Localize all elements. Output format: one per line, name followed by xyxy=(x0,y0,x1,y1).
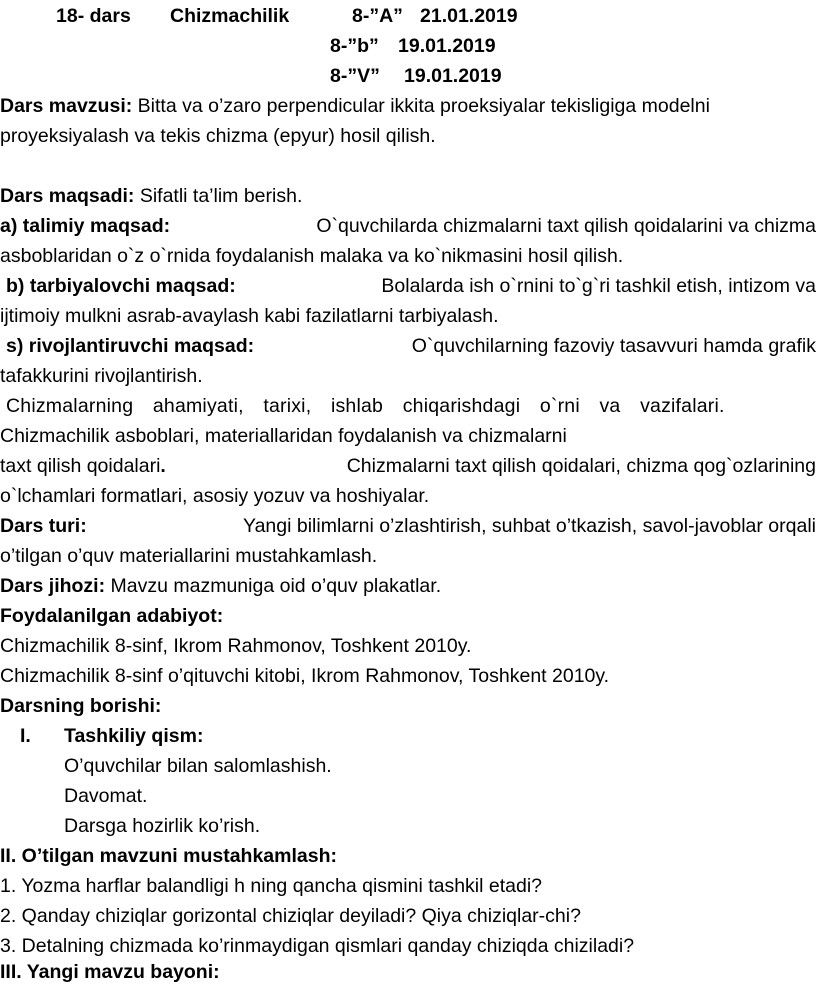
intro-line-1 xyxy=(0,394,816,418)
lesson-plan-page: 18- dars Chizmachilik 8-”A” 21.01.2019 8-”b” 19.01.2019 8-”V” 19.01.2019 Dars mavzusi: Bitta va o’zaro perpendicular ikkita proeksiyalar tekisligiga modelni proyeksiyalash va tekis chizma (epyur) hosil qilish. Dars maqsadi: Sifatli ta’lim berish. a) talimiy maqsad: O`quvchilarda chizmalarni taxt qilish qoidalarini va chizma asboblaridan o`z o`rnida foydalanish malaka va ko`nikmasini hosil qilish. b) tarbiyalovchi maqsad: Bolalarda ish o`rnini to`g`ri tashkil etish, intizom va ijtimoiy mulkni asrab-avaylash kabi fazilatlarni tarbiyalash. s) rivojlantiruvchi maqsad: O`quvchilarning fazoviy tasavvuri hamda grafik tafakkurini rivojlantirish. Chizmalarning ahamiyati, tarixi, ishlab chiqarishdagi o`rni va vazifalari. Chizmachilik asboblari, materiallaridan foydalanish va chizmalarni taxt qilish qoidalari. Chizmalarni taxt qilish qoidalari, chizma qog`ozlarining o`lchamlari formatlari, asosiy yozuv va hoshiyalar. Dars turi: Yangi bilimlarni o’zlashtirish, suhbat o’tkazish, savol-javoblar orqali o’tilgan o’quv materiallarini mustahkamlash. Dars jihozi: Mavzu mazmuniga oid o’quv plakatlar. Foydalanilgan adabiyot: Chizmachilik 8-sinf, Ikrom Rahmonov, Toshkent 2010y. Chizmachilik 8-sinf o’qituvchi kitobi, Ikrom Rahmonov, Toshkent 2010y. Darsning borishi: I. Tashkiliy qism: O’quvchilar bilan salomlashish. Davomat. Darsga hozirlik ko’rish. II. O’tilgan mavzuni mustahkamlash: 1. Yozma harflar balandligi h ning qancha qismini tashkil etadi? 2. Qanday chiziqlar gorizontal chiziqlar deyiladi? Qiya chiziqlar-chi? 3. Detalning chizmada ko’rinmaydigan qismlari qanday chiziqda chiziladi? III. Yangi mavzu bayoni: xyxy=(0,5,816,983)
class-b: 8-”b” xyxy=(330,35,379,57)
topic-label: Dars mavzusi: xyxy=(0,95,133,117)
intro-line-2 xyxy=(0,424,816,448)
intro-text-2: Chizmachilik asboblari, materiallaridan foydalanish va chizmalarni xyxy=(0,425,567,447)
goal-s-line-1 xyxy=(0,334,816,358)
goal-s-text-2: tafakkurini rivojlantirish. xyxy=(0,365,203,387)
section-3-heading xyxy=(0,960,816,984)
goal-s-text-1: O`quvchilarning fazoviy tasavvuri hamda grafik xyxy=(411,335,816,357)
date-b: 19.01.2019 xyxy=(398,35,496,57)
lesson-number: 18- dars xyxy=(56,5,131,27)
equipment-line xyxy=(0,574,816,598)
intro-line-4 xyxy=(0,484,816,508)
topic-line-1 xyxy=(0,94,816,118)
section-1-label: Tashkiliy qism: xyxy=(64,725,204,747)
section-1-number: I. xyxy=(20,725,31,747)
date-a: 21.01.2019 xyxy=(420,5,518,27)
goal-a-text-2: asboblaridan o`z o`rnida foydalanish malaka va ko`nikmasini hosil qilish. xyxy=(0,245,624,267)
goal-s-line-2 xyxy=(0,364,816,388)
goal-line xyxy=(0,184,816,208)
goal-b-line-2 xyxy=(0,304,816,328)
type-text-1: Yangi bilimlarni o’zlashtirish, suhbat o’tkazish, savol-javoblar orqali xyxy=(243,515,816,537)
equipment-label: Dars jihozi: xyxy=(0,575,106,597)
class-v: 8-”V” xyxy=(330,65,380,87)
topic-text-2: proyeksiyalash va tekis chizma (epyur) hosil qilish. xyxy=(0,125,436,147)
goal-b-text-1: Bolalarda ish o`rnini to`g`ri tashkil etish, intizom va xyxy=(381,275,816,297)
equipment-text: Mavzu mazmuniga oid o’quv plakatlar. xyxy=(110,575,442,597)
goal-a-text-1: O`quvchilarda chizmalarni taxt qilish qoidalarini va chizma xyxy=(316,215,816,237)
literature-label: Foydalanilgan adabiyot: xyxy=(0,605,224,627)
goal-label: Dars maqsadi: xyxy=(0,185,135,207)
goal-b-text-2: ijtimoiy mulkni asrab-avaylash kabi fazilatlarni tarbiyalash. xyxy=(0,305,499,327)
intro-text-4: o`lchamlari formatlari, asosiy yozuv va hoshiyalar. xyxy=(0,485,430,507)
intro-text-3b: Chizmalarni taxt qilish qoidalari, chizma qog`ozlarining xyxy=(346,455,816,477)
process-heading xyxy=(0,694,816,718)
type-text-2: o’tilgan o’quv materiallarini mustahkamlash. xyxy=(0,545,378,567)
section-2-label: II. O’tilgan mavzuni mustahkamlash: xyxy=(0,845,337,867)
question-item: 1. Yozma harflar balandligi h ning qancha qismini tashkil etadi? xyxy=(0,875,543,897)
literature-item-2: Chizmachilik 8-sinf o’qituvchi kitobi, Ikrom Rahmonov, Toshkent 2010y. xyxy=(0,665,610,687)
section-3-label: III. Yangi mavzu bayoni: xyxy=(0,961,220,983)
literature-heading xyxy=(0,604,816,628)
goal-b-line-1 xyxy=(0,274,816,298)
process-label: Darsning borishi: xyxy=(0,695,162,717)
topic-text-1: Bitta va o’zaro perpendicular ikkita proeksiyalar tekisligiga modelni xyxy=(137,95,710,117)
type-line-2 xyxy=(0,544,816,568)
subject-name: Chizmachilik xyxy=(170,5,290,27)
type-label: Dars turi: xyxy=(0,515,87,537)
goal-a-label: a) talimiy maqsad: xyxy=(0,215,171,237)
intro-text-3a: taxt qilish qoidalari xyxy=(0,455,161,477)
question-item: 2. Qanday chiziqlar gorizontal chiziqlar deyiladi? Qiya chiziqlar-chi? xyxy=(0,905,581,927)
goal-text: Sifatli ta’lim berish. xyxy=(139,185,303,207)
literature-item-1: Chizmachilik 8-sinf, Ikrom Rahmonov, Toshkent 2010y. xyxy=(0,635,472,657)
topic-line-2 xyxy=(0,124,816,148)
section-2-heading xyxy=(0,844,816,868)
goal-s-label: s) rivojlantiruvchi maqsad: xyxy=(6,335,255,357)
intro-text-1: Chizmalarning ahamiyati, tarixi, ishlab chiqarishdagi o`rni va vazifalari. xyxy=(6,395,725,417)
goal-b-label: b) tarbiyalovchi maqsad: xyxy=(6,275,236,297)
date-v: 19.01.2019 xyxy=(404,65,502,87)
question-item: 3. Detalning chizmada ko’rinmaydigan qismlari qanday chiziqda chiziladi? xyxy=(0,935,635,957)
goal-a-line-2 xyxy=(0,244,816,268)
type-line-1 xyxy=(0,514,816,538)
intro-line-3: taxt qilish qoidalari. Chizmalarni taxt qilish qoidalari, chizma qog`ozlarining xyxy=(0,455,816,477)
class-a: 8-”A” xyxy=(352,5,403,27)
goal-a-line-1 xyxy=(0,214,816,238)
